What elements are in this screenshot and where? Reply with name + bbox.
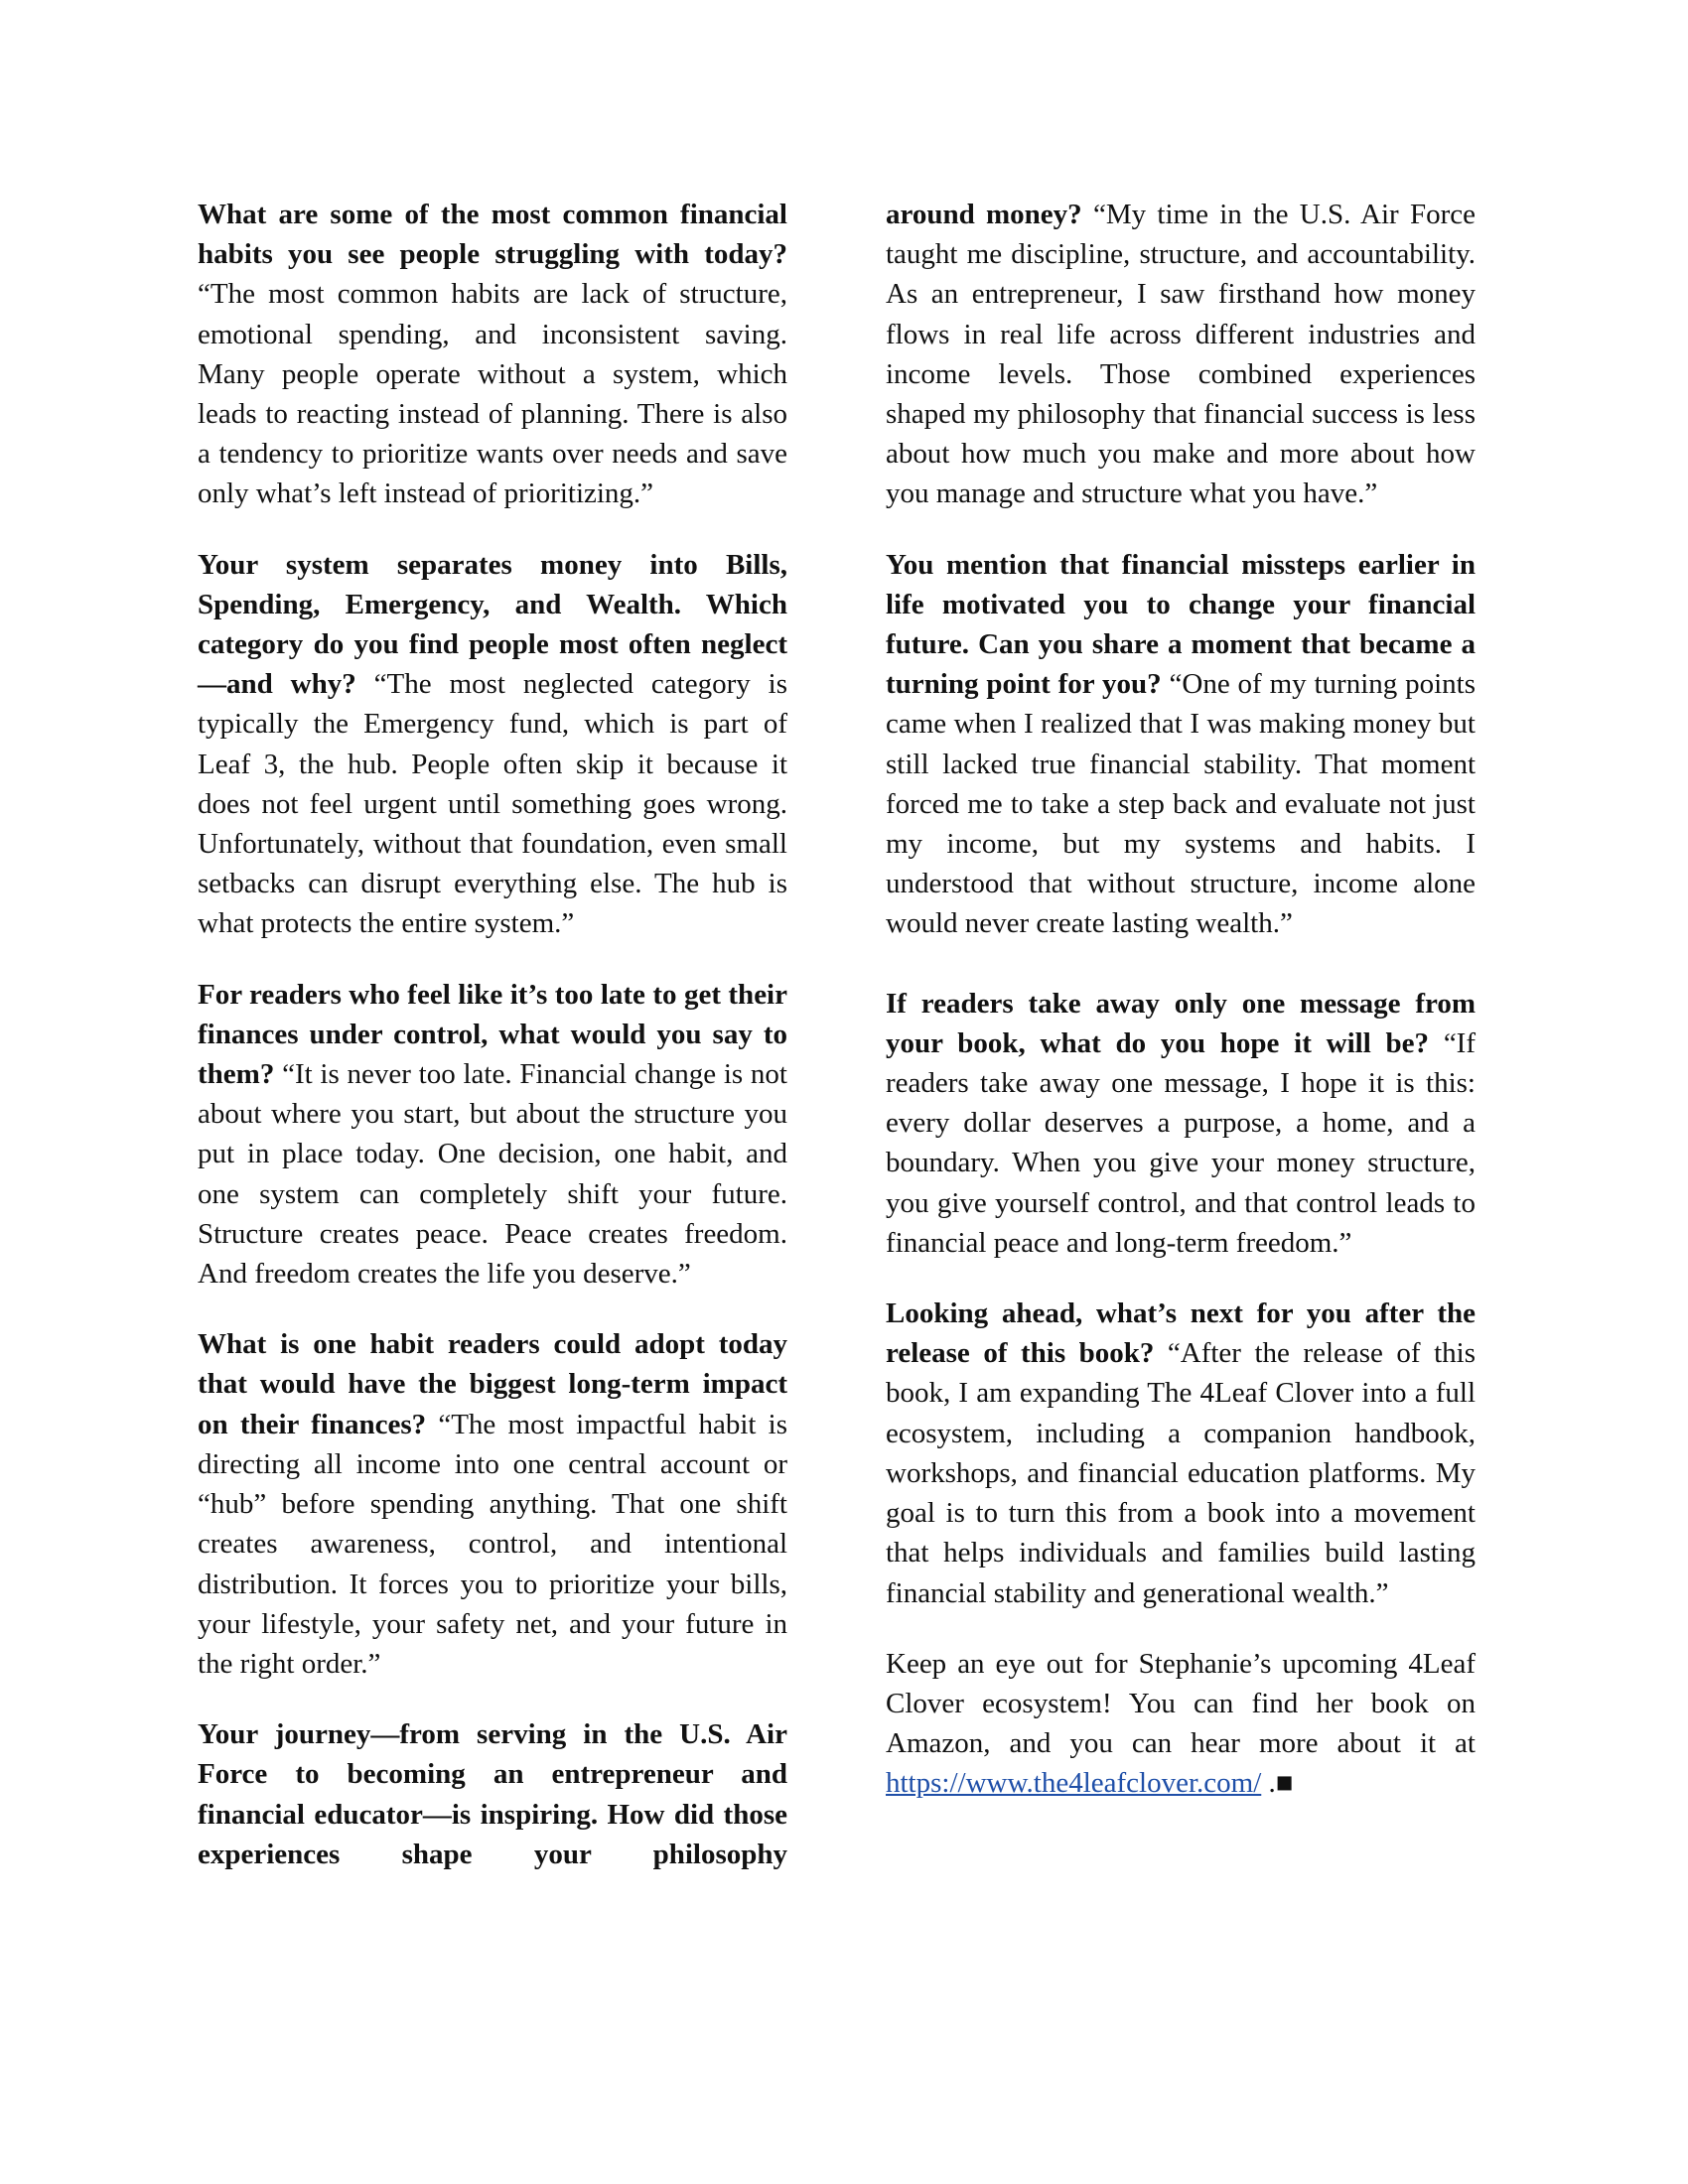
answer: “My time in the U.S. Air Force taught me discipline, structure, and accountability. As an entrepreneur, I saw firsthand how money flows in real life across different industries and income levels. Those combined experiences shaped my philosophy that financial success is less about how much you make and more about how you manage and structure what you have.”	[886, 199, 1477, 510]
answer: “The most common habits are lack of structure, emotional spending, and inconsistent saving. Many people operate without a system, which leads to reacting instead of planning. There is also a tendency to prioritize wants over needs and save only what’s left instead of prioritizing.”	[198, 278, 787, 510]
closing-text: Keep an eye out for Stephanie’s upcoming 4Leaf Clover ecosystem! You can find her book on Amazon, and you can hear more about it at	[886, 1647, 1476, 1760]
answer: “The most neglected category is typically the Emergency fund, which is part of Leaf 3, the hub. People often skip it because it does not feel urgent until something goes wrong. Unfortunately, without that foundation, even small setbacks can disrupt everything else. The hub is what protects the entire system.”	[198, 668, 787, 940]
answer: “One of my turning points came when I realized that I was making money but still lacked true financial stability. That moment forced me to take a step back and evaluate not just my income, but my systems and habits. I understood that without structure, income alone would never create lasting wealth.”	[886, 668, 1477, 940]
website-link[interactable]: https://www.the4leafclover.com/	[886, 1767, 1262, 1800]
end-mark: .■	[1268, 1767, 1294, 1800]
question: What is one habit readers could adopt today that would have the biggest long-term impact on their finances?	[198, 1328, 787, 1440]
closing-paragraph	[886, 1644, 1476, 1804]
question: If readers take away only one message from your book, what do you hope it will be?	[886, 987, 1476, 1059]
right-column	[886, 195, 1476, 1835]
left-column	[198, 195, 787, 1905]
qa-paragraph	[198, 195, 787, 514]
qa-paragraph	[886, 195, 1476, 514]
qa-paragraph	[198, 545, 787, 944]
qa-paragraph	[198, 1714, 787, 1874]
answer: “If readers take away one message, I hope it is this: every dollar deserves a purpose, a home, and a boundary. When you give your money structure, you give yourself control, and that control leads to financial peace and long-term freedom.”	[886, 1026, 1476, 1259]
qa-paragraph	[886, 984, 1476, 1263]
question: For readers who feel like it’s too late to get their finances under control, what would you say to them?	[198, 978, 787, 1091]
question: Your system separates money into Bills, Spending, Emergency, and Wealth. Which category do you find people most often neglect—and why?	[198, 548, 787, 701]
qa-paragraph	[886, 1294, 1476, 1613]
qa-paragraph	[198, 1324, 787, 1684]
answer: “It is never too late. Financial change is not about where you start, but about the structure you put in place today. One decision, one habit, and one system can completely shift your future. Structure creates peace. Peace creates freedom. And freedom creates the life you deserve.”	[198, 1058, 787, 1291]
qa-paragraph	[886, 545, 1476, 944]
question: Looking ahead, what’s next for you after the release of this book?	[886, 1297, 1476, 1370]
qa-paragraph	[198, 975, 787, 1295]
question: You mention that financial missteps earlier in life motivated you to change your financial future. Can you share a moment that became a turning point for you?	[886, 548, 1476, 701]
question: Your journey—from serving in the U.S. Air Force to becoming an entrepreneur and financial educator—is inspiring. How did those experiences shape your philosophy	[198, 1718, 787, 1870]
question: What are some of the most common financial habits you see people struggling with today?	[198, 199, 787, 271]
answer: “After the release of this book, I am expanding The 4Leaf Clover into a full ecosystem, including a companion handbook, workshops, and financial education platforms. My goal is to turn this from a book into a movement that helps individuals and families build lasting financial stability and generational wealth.”	[886, 1337, 1476, 1609]
question: around money?	[886, 199, 1082, 230]
answer: “The most impactful habit is directing all income into one central account or “hub” before spending anything. That one shift creates awareness, control, and intentional distribution. It forces you to prioritize your bills, your lifestyle, your safety net, and your future in the right order.”	[198, 1408, 787, 1680]
